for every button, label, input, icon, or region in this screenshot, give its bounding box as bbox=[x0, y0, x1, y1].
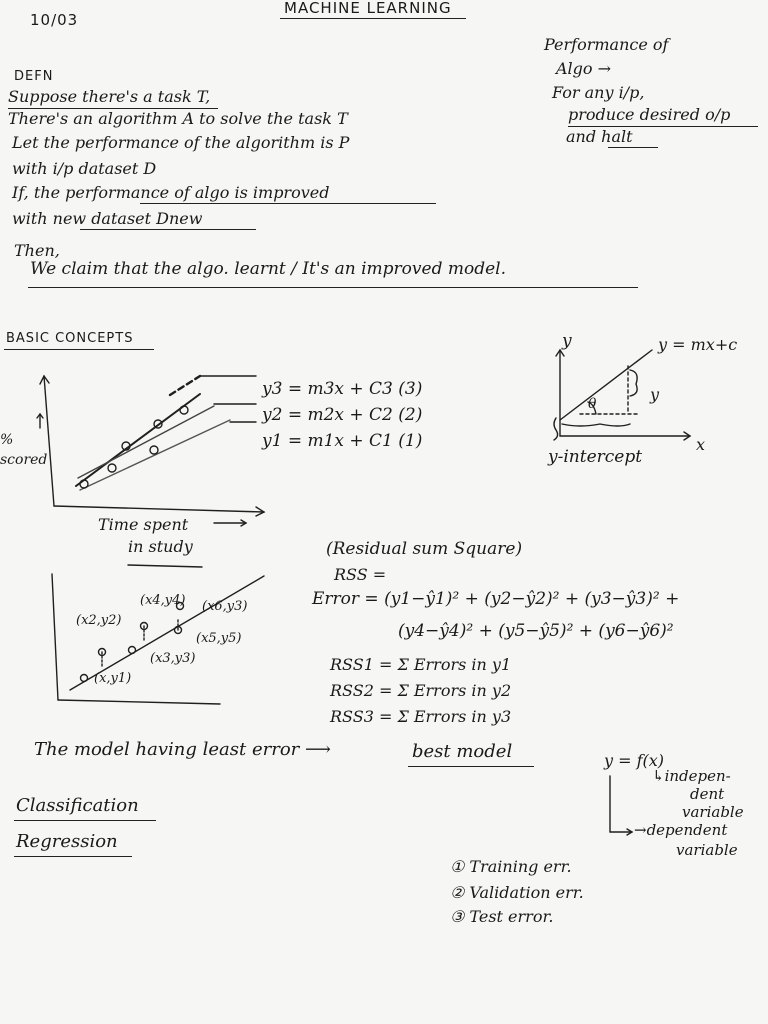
definition-line: Then, bbox=[14, 241, 60, 260]
performance-line: and halt bbox=[566, 127, 633, 146]
definition-line: There's an algorithm A to solve the task T bbox=[8, 109, 348, 128]
graph2-theta: θ bbox=[588, 396, 597, 412]
function-equation: y = f(x) bbox=[604, 751, 665, 770]
error-formula-line2: (y4−ŷ4)² + (y5−ŷ5)² + (y6−ŷ6)² bbox=[398, 621, 674, 641]
graph2-x-axis-label: x bbox=[696, 435, 706, 454]
type-regression: Regression bbox=[16, 831, 118, 852]
point-label: (x6,y3) bbox=[202, 599, 248, 614]
regression-line-1 bbox=[80, 420, 230, 490]
graph1-x-label: Time spent bbox=[98, 515, 189, 534]
independent-label: ↳indepen- bbox=[652, 767, 731, 785]
underline bbox=[14, 856, 132, 857]
point-label: (x3,y3) bbox=[150, 651, 196, 666]
type-classification: Classification bbox=[16, 795, 139, 816]
dependent-label: →dependent bbox=[634, 821, 728, 839]
definition-line: with new dataset Dnew bbox=[12, 209, 203, 228]
performance-line: For any i/p, bbox=[552, 83, 645, 102]
equation-3: y3 = m3x + C3 (3) bbox=[262, 379, 423, 399]
definition-line: Suppose there's a task T, bbox=[8, 87, 211, 106]
point-label: (x5,y5) bbox=[196, 631, 242, 646]
graph2-line bbox=[560, 350, 652, 420]
graph2-intercept-label: y-intercept bbox=[548, 447, 643, 467]
conclusion-text: The model having least error ⟶ bbox=[34, 739, 331, 760]
basic-concepts-heading: BASIC CONCEPTS bbox=[6, 331, 134, 346]
error-formula-line1: Error = (y1−ŷ1)² + (y2−ŷ2)² + (y3−ŷ3)² + bbox=[312, 589, 680, 609]
date: 10/03 bbox=[30, 11, 79, 29]
graph2-equation: y = mx+c bbox=[658, 335, 738, 354]
regression-line-2 bbox=[78, 406, 214, 478]
underline bbox=[408, 766, 534, 767]
definition-line: with i/p dataset D bbox=[12, 159, 157, 178]
underline bbox=[14, 820, 156, 821]
best-model: best model bbox=[412, 741, 513, 762]
definition-heading: DEFN bbox=[14, 69, 54, 84]
graph1-x-axis bbox=[54, 506, 264, 512]
performance-line: Algo → bbox=[556, 59, 612, 78]
point-label: (x2,y2) bbox=[76, 613, 122, 628]
error-type: ① Training err. bbox=[450, 857, 572, 876]
error-type: ② Validation err. bbox=[450, 883, 584, 902]
independent-label: variable bbox=[682, 803, 744, 821]
graph2-y-marker: y bbox=[650, 385, 660, 404]
equation-1: y1 = m1x + C1 (1) bbox=[262, 431, 423, 451]
graph2-y-axis-label: y bbox=[562, 331, 572, 351]
graph3-x-axis bbox=[58, 700, 220, 704]
graph1-x-label: in study bbox=[128, 537, 193, 556]
graph1-y-label: % bbox=[0, 432, 14, 448]
graph3-y-axis bbox=[52, 574, 58, 700]
rss-line: RSS1 = Σ Errors in y1 bbox=[330, 655, 512, 674]
error-type: ③ Test error. bbox=[450, 907, 554, 926]
rss-line: RSS3 = Σ Errors in y3 bbox=[330, 707, 512, 726]
definition-line: Let the performance of the algorithm is P bbox=[12, 133, 350, 152]
page-title: MACHINE LEARNING bbox=[284, 0, 452, 17]
dependent-label: variable bbox=[676, 841, 738, 859]
definition-line: We claim that the algo. learnt / It's an improved model. bbox=[30, 259, 506, 279]
performance-line: produce desired o/p bbox=[568, 105, 731, 124]
rss-line: RSS2 = Σ Errors in y2 bbox=[330, 681, 512, 700]
rss-label: RSS = bbox=[334, 565, 387, 584]
independent-label: dent bbox=[690, 785, 725, 803]
point-label: (x,y1) bbox=[94, 671, 132, 686]
performance-line: Performance of bbox=[544, 35, 669, 54]
equation-2: y2 = m2x + C2 (2) bbox=[262, 405, 423, 425]
rss-title: (Residual sum Square) bbox=[326, 539, 523, 559]
definition-line: If, the performance of algo is improved bbox=[12, 183, 330, 202]
graph1-y-label: scored bbox=[0, 452, 48, 468]
point-label: (x4,y4) bbox=[140, 593, 186, 608]
graph1-y-axis bbox=[44, 376, 54, 506]
